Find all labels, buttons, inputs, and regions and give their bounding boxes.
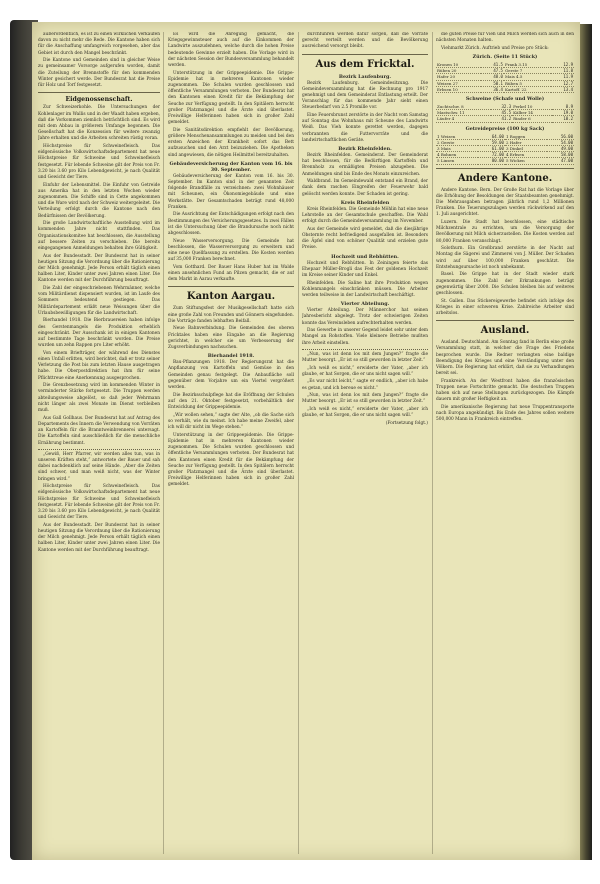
- table-cell: 3 Dinkel: [505, 146, 547, 152]
- serial-story-paragraph: „Nun, was ist denn los mit dem Jungen?“ fragte die Mutter besorgt. „Er ist so still geworden in letzter Zeit.“: [302, 393, 428, 405]
- article-paragraph: Gebäudeversicherung der Kanton vom 16. bis 30. September. Im Kanton sind in der genannten Zeit folgende Brandfälle zu verzeichnen: zwei Wohnhäuser mit Scheunen, ein Ökonomiegebäude und eine Werkstätte. Der Gesamtschaden beträgt rund 48,000 Franken.: [168, 173, 294, 210]
- article-paragraph: Es wird die Anregung gemacht, die Kriegsgewinnsteuer auch auf die Einkommen der Landwirte auszudehnen, welche durch die hohen Preise bedeutende Gewinne erzielt haben. Die Vorlage wird in der nächsten Session der Bundesversammlung behandelt werden.: [168, 32, 294, 69]
- table-cell: 59.00: [478, 139, 505, 145]
- table-title-getreide: Getreidepreise (100 kg Sack): [465, 125, 545, 132]
- table-cell: Erbsen 10: [436, 86, 481, 92]
- market-table-zurich: [436, 62, 574, 93]
- table-cell: 54.00: [547, 139, 574, 145]
- table-cell: Mais 4.5: [504, 74, 551, 80]
- article-paragraph: Zur Schweizerkohle. Die Untersuchungen der Kohlenlager im Wallis und in der Waadt haben ergeben, daß die Vorkommen ziemlich beträchtlich sind. Es wird mit dem Abbau in größerem Umfange begonnen. Die Gesellschaft hat die Konzession für weitere zwanzig Jahre erhalten und die Arbeiten schreiten rüstig voran.: [38, 105, 160, 142]
- article-paragraph: Ausland. Deutschland. Am Sonntag fand in Berlin eine große Versammlung statt, in welcher die Frage des Friedens besprochen wurde. Die Redner verlangten eine baldige Beendigung des Krieges und eine Verständigung unter den Völkern. Die Regierung hat erklärt, daß sie zu Verhandlungen bereit sei.: [436, 340, 574, 377]
- article-paragraph: Solothurn. Ein Großbrand zerstörte in der Nacht auf Montag die Sägerei und Zimmerei von J. Müller. Der Schaden wird auf über 100,000 Franken geschätzt. Die Entstehungsursache ist noch unbekannt.: [436, 246, 574, 270]
- article-paragraph: Viehmarkt Zürich. Auftrieb und Preise pro Stück:: [441, 45, 549, 51]
- table-cell: 41.2: [491, 116, 512, 122]
- table-cell: 50.1: [481, 80, 504, 86]
- divider: [436, 168, 574, 169]
- serial-story-paragraph: „Nun, was ist denn los mit dem Jungen?“ fragte die Mutter besorgt. „Er ist so still geworden in letzter Zeit.“: [302, 351, 428, 364]
- table-cell: Gerste 7: [504, 68, 551, 74]
- article-paragraph: durchführen werden dafür sorgen, daß die Vorräte gerecht verteilt werden und die Bevölkerung ausreichend versorgt bleibt.: [302, 32, 428, 50]
- serial-story-paragraph: „Ich weiß es nicht,“ erwiderte der Vater, „aber ich glaube, er hat Sorgen, die er uns nicht sagen will.“: [302, 365, 428, 377]
- section-heading-kanton-aargau: Kanton Aargau.: [186, 291, 276, 303]
- market-table-getreide: [436, 134, 574, 165]
- serial-story-paragraph: „Es war nicht leicht,“ sagte er endlich, „aber ich habe es getan, und ich bereue es nicht.“: [302, 379, 428, 391]
- article-paragraph: Höchstpreise für Schweinefleisch. Das eidgenössische Volkswirtschaftsdepartement hat neue Höchstpreise für Schweine und Schweinefleisch festgesetzt. Für lebende Schweine gilt der Preis von Fr. 3.20 bis 3.60 pro Kilo Lebendgewicht, je nach Qualität und Gewicht der Tiere.: [38, 484, 160, 521]
- subheading-bezirk-laufenburg: Bezirk Laufenburg.: [338, 73, 392, 80]
- table-cell: 1 Roggen: [505, 134, 547, 140]
- article-paragraph: Zum Stiftungsfest der Musikgesellschaft hatte sich eine große Zahl von Freunden und Gönnern eingefunden. Die Vorträge fanden lebhaften Beifall.: [168, 306, 294, 324]
- article-paragraph: Hochzeit und Rebhütten. In Zeiningen feierte das Ehepaar Müller-Brogli das Fest der goldenen Hochzeit im Kreise seiner Kinder und Enkel.: [302, 260, 428, 279]
- table-cell: 64.00: [478, 134, 505, 140]
- article-paragraph: Die Ausrichtung der Entschädigungen erfolgt nach den Bestimmungen des Versicherungsgesetzes. In zwei Fällen ist die Untersuchung über die Brandursache noch nicht abgeschlossen.: [168, 212, 294, 237]
- table-cell: 47.5: [481, 68, 504, 74]
- table-cell: 32.3: [491, 104, 512, 110]
- table-cell: Läufer 4: [436, 116, 491, 122]
- subheading-kreis-rheinfelden: Kreis Rheinfelden: [340, 199, 390, 206]
- table-cell: 49.00: [547, 146, 574, 152]
- table-row: [436, 116, 574, 122]
- article-paragraph: Rheinfelden. Die Saline hat ihre Produktion wegen Kohlenmangels einschränken müssen. Die Arbeiter werden teilweise in der Landwirtschaft beschäftigt.: [302, 280, 428, 299]
- article-paragraph: die guten Preise für Vieh und Milch werden sich auch in den nächsten Monaten halten.: [436, 32, 574, 44]
- section-heading-andere-kantone: Andere Kantone.: [457, 172, 553, 184]
- article-paragraph: Vierter Abteilung. Der Männerchor hat seinen Jahresbericht abgelegt. Trotz der schwierigen Zeiten konnte das Vereinsleben aufrechterhalten werden.: [302, 308, 428, 326]
- divider: [436, 320, 574, 321]
- article-paragraph: Das Gewerbe in unserer Gegend leidet sehr unter dem Mangel an Rohstoffen. Viele kleinere Betriebe mußten ihre Arbeit einstellen.: [302, 328, 428, 346]
- article-paragraph: Die Kantone und Gemeinden sind in gleicher Weise zu gemeinsamer Vorsorge aufgerufen worden, damit die Zuteilung der Brennstoffe für den kommenden Winter gesichert werde. Der Bundesrat hat die Preise für Holz und Torf festgesetzt.: [38, 58, 160, 89]
- table-cell: 48.0: [481, 74, 504, 80]
- serial-story-paragraph: „Ich weiß es nicht,“ erwiderte der Vater, „aber ich glaube, er hat Sorgen, die er uns nicht sagen will.“: [302, 407, 428, 419]
- table-cell: 72.00: [478, 152, 505, 158]
- table-cell: 3 Mais: [436, 146, 478, 152]
- table-cell: 5 Linsen: [436, 158, 478, 164]
- article-paragraph: Bierhandel 1918. Die Bierbrauereien haben infolge des Gerstenmangels die Produktion erheblich eingeschränkt. Der Ausschank ist in einigen Kantonen auf bestimmte Tage beschränkt worden. Die Preise wurden um zehn Rappen pro Liter erhöht.: [38, 318, 160, 349]
- divider: [302, 349, 428, 350]
- serial-story-paragraph: „Gewiß, Herr Pfarrer, wir werden alles tun, was in unseren Kräften steht,“ antwortete der Bauer und sah dabei nachdenklich auf seine Hände. „Aber die Zeiten sind schwer, und man weiß nicht, was der Winter bringen wird.“: [38, 451, 160, 482]
- article-paragraph: Aus der Bundesstadt. Der Bundesrat hat in seiner heutigen Sitzung die Verordnung über die Rationierung der Milch genehmigt. Jede Person erhält täglich einen halben Liter, Kinder unter zwei Jahren einen Liter. Die Kantone werden mit der Durchführung beauftragt.: [38, 522, 160, 553]
- article-paragraph: Neue Wasserversorgung. Die Gemeinde hat beschlossen, die Wasserversorgung zu erweitern und eine neue Quellfassung zu erstellen. Die Kosten werden auf 35,000 Franken berechnet.: [168, 238, 294, 263]
- table-cell: 56.00: [547, 134, 574, 140]
- subheading-bezirk-rheinfelden: Bezirk Rheinfelden.: [338, 146, 392, 153]
- divider: [38, 449, 160, 450]
- article-paragraph: Luzern. Die Stadt hat beschlossen, eine städtische Milchzentrale zu errichten, um die Versorgung der Bevölkerung mit Milch sicherzustellen. Die Kosten werden auf 80,000 Franken veranschlagt.: [436, 220, 574, 244]
- table-cell: 12.9: [551, 62, 574, 68]
- column-4: [436, 32, 574, 854]
- article-paragraph: Andere Kantone. Bern. Der Große Rat hat die Vorlage über die Erhöhung der Besoldungen der Staatsbeamten genehmigt. Die Mehrausgaben betragen jährlich rund 1,2 Millionen Franken. Die Teuerungszulagen werden rückwirkend auf den 1. Juli ausgerichtet.: [436, 187, 574, 218]
- article-paragraph: Die große Landwirtschaftliche Ausstellung wird im kommenden Jahre nicht stattfinden. Das Organisationskomitee hat beschlossen, die Ausstellung auf bessere Zeiten zu verschieben. Die bereits eingegangenen Anmeldungen behalten ihre Gültigkeit.: [38, 221, 160, 252]
- table-cell: Hafer 20: [436, 74, 481, 80]
- table-cell: 11.8: [551, 68, 574, 74]
- article-paragraph: Neue Bahnverbindung. Die Gemeinden des oberen Fricktales haben eine Eingabe an die Regierung gerichtet, in welcher sie um Verbesserung der Zugsverbindungen nachsuchen.: [168, 326, 294, 351]
- subheading-gebaeudeversicherung: Gebäudeversicherung der Kanton vom 16. bis 30. September.: [169, 160, 293, 173]
- article-paragraph: Die Sanitätsdirektion empfiehlt der Bevölkerung, größere Menschenansammlungen zu meiden und bei den ersten Anzeichen der Krankheit sofort das Bett aufzusuchen und den Arzt beizuziehen. Die Apotheken sind angewiesen, die nötigen Heilmittel bereitzuhalten.: [168, 127, 294, 158]
- table-cell: 2 Hafer: [505, 139, 547, 145]
- column-3: [302, 32, 428, 854]
- article-paragraph: Die Zahl der eingeschriebenen Wehrmänner, welche vom Militärdienst dispensiert wurden, ist im Laufe des Sommers bedeutend gestiegen. Das Militärdepartement erläßt neue Weisungen über die Urlaubsbewilligungen für die Landwirtschaft.: [38, 286, 160, 316]
- article-paragraph: Die amerikanische Regierung hat neue Truppentransporte nach Europa angekündigt. Bis Ende des Jahres sollen weitere 500,000 Mann in Frankreich eintreffen.: [436, 405, 574, 423]
- section-heading-eidgenossenschaft: Eidgenossenschaft.: [65, 96, 133, 104]
- article-paragraph: Eine Feuersbrunst zerstörte in der Nacht vom Samstag auf Sonntag das Wohnhaus mit Scheune des Landwirts Weiß. Das Vieh konnte gerettet werden, dagegen verbrannten die Futtervorräte und die landwirtschaftlichen Geräte.: [302, 113, 428, 143]
- article-paragraph: Aus der Gemeinde wird gemeldet, daß die diesjährige Obsternte recht befriedigend ausgefallen ist. Besonders die Äpfel sind von schöner Qualität und erzielen gute Preise.: [302, 226, 428, 251]
- table-cell: 36.4: [481, 86, 504, 92]
- divider: [302, 54, 428, 55]
- table-cell: 8.9: [552, 104, 574, 110]
- article-paragraph: Waldbrand. Im Gemeindewald entstand ein Brand, der dank dem raschen Eingreifen der Feuerwehr bald gelöscht werden konnte. Der Schaden ist gering.: [302, 179, 428, 197]
- article-paragraph: Aus Gall Gollhaus. Der Bundesrat hat auf Antrag des Departements des Innern die Verwendung von Vorräten an Kartoffeln für die Branntweinbrennerei untersagt. Die Kartoffeln sind ausschließlich für die menschliche Ernährung bestimmt.: [38, 415, 160, 446]
- serial-story-footer: (Fortsetzung folgt.): [385, 420, 428, 426]
- table-cell: 5 Wicken: [505, 158, 547, 164]
- table-cell: 11.9: [551, 74, 574, 80]
- article-paragraph: außerordentlich, es ist zu einen wirklichen Verkaufen davon zu nicht mehr die Rede. Die Kantone haben sich für die Anschaffung umfangreich vorgesehen, aber das Gebiet ist durch den Mangel beschränkt.: [38, 32, 160, 56]
- table-cell: Weizen 27: [436, 80, 481, 86]
- table-title-schweine: Schweine (Schafe und Wolle): [465, 96, 545, 103]
- table-cell: 4 Erbsen: [505, 152, 547, 158]
- article-paragraph: Bezirk Laufenburg. Gemeindesitzung. Die Gemeindeversammlung hat die Rechnung pro 1917 genehmigt und dem Gemeinderat Entlastung erteilt. Der Voranschlag für das kommende Jahr sieht einen Steuerbedarf von 2.5 Promille vor.: [302, 80, 428, 111]
- table-title-zurich: Zürich. (Seite 11 Stück): [472, 54, 538, 60]
- table-cell: 13.4: [551, 86, 574, 92]
- column-separator: [432, 32, 433, 854]
- serial-story-paragraph: „Wir wollen sehen,“ sagte der Alte, „ob die Sache sich so verhält, wie du meinst. Ich habe meine Zweifel, aber ich will dir nicht im Wege stehen.“: [168, 412, 294, 431]
- newspaper-page: [32, 22, 580, 860]
- book-binding-right: [578, 24, 592, 860]
- divider: [38, 92, 160, 93]
- column-1: [38, 32, 160, 854]
- table-cell: 45.5: [491, 110, 512, 116]
- table-cell: Rüben 20: [436, 68, 481, 74]
- subheading-bierhandel: Bierhandel 1918.: [207, 353, 255, 360]
- article-paragraph: Frankreich. An der Westfront haben die französischen Truppen neue Fortschritte gemacht. Die deutschen Truppen haben sich auf neue Stellungen zurückgezogen. Die Kämpfe dauern mit großer Heftigkeit an.: [436, 378, 574, 403]
- section-heading-aus-dem-fricktal: Aus dem Fricktal.: [315, 58, 415, 70]
- table-cell: 4 Bohnen: [436, 152, 478, 158]
- table-cell: 80.00: [478, 158, 505, 164]
- article-paragraph: Bezirk Rheinfelden. Gemeinderat. Der Gemeinderat hat beschlossen, für die Bedürftigen Kartoffeln und Brennholz zu ermäßigten Preisen abzugeben. Die Anmeldungen sind bis Ende des Monats einzureichen.: [302, 153, 428, 177]
- table-cell: 12.7: [551, 80, 574, 86]
- market-table-schweine: [436, 104, 574, 123]
- table-cell: 10.2: [552, 116, 574, 122]
- table-cell: 58.00: [547, 152, 574, 158]
- column-2: [168, 32, 294, 854]
- article-paragraph: Einfuhr der Lebensmittel. Die Einfuhr von Getreide aus Amerika hat in den letzten Wochen wieder zugenommen. Die Schiffe sind in Cette angekommen und die Ware wird nach der Schweiz weitergeleitet. Die Verteilung erfolgt durch die Kantone nach den Bedürfnissen der Bevölkerung.: [38, 182, 160, 219]
- article-paragraph: Kreis Rheinfelden. Die Gemeinde Möhlin hat eine neue Lehrstelle an der Gesamtschule geschaffen. Die Wahl erfolgt durch die Gemeindeversammlung im November.: [302, 206, 428, 225]
- table-cell: Kronen 10: [436, 62, 481, 68]
- article-paragraph: Unterstützung in der Grippeepidemie. Die Grippe-Epidemie hat in mehreren Kantonen wieder zugenommen. Die Schulen wurden geschlossen und öffentliche Versammlungen verboten. Der Bundesrat hat den Kantonen einen Kredit für die Bekämpfung der Seuche zur Verfügung gestellt. In den Spitälern herrscht großer Platzmangel und die Ärzte sind überlastet. Freiwillige Helferinnen haben sich in großer Zahl gemeldet.: [168, 432, 294, 488]
- subheading-hochzeit: Hochzeit und Rebhütten.: [331, 253, 399, 260]
- table-row: [436, 86, 574, 92]
- table-cell: 41.5: [481, 62, 504, 68]
- column-separator: [163, 32, 164, 854]
- table-cell: Kälber 14: [512, 110, 552, 116]
- article-paragraph: Basel. Die Grippe hat in der Stadt wieder stark zugenommen. Die Zahl der Erkrankungen beträgt gegenwärtig über 2000. Die Schulen bleiben bis auf weiteres geschlossen.: [436, 272, 574, 297]
- article-paragraph: Bau-Pflanzungen 1918. Der Regierungsrat hat die Anpflanzung von Kartoffeln und Gemüse in den Gemeinden genau festgelegt. Die Anbaufläche soll gegenüber dem Vorjahre um ein Viertel vergrößert werden.: [168, 360, 294, 391]
- divider: [168, 286, 294, 287]
- article-paragraph: Höchstpreise für Schweinefleisch. Das eidgenössische Volkswirtschaftsdepartement hat neue Höchstpreise für Schweine und Schweinefleisch festgesetzt. Für lebende Schweine gilt der Preis von Fr. 3.20 bis 3.60 pro Kilo Lebendgewicht, je nach Qualität und Gewicht der Tiere.: [38, 144, 160, 181]
- table-cell: 2 Gerste: [436, 139, 478, 145]
- table-cell: Mastschw. 11: [436, 110, 491, 116]
- article-paragraph: Vom Gotthard. Der Bauer Hans Huber hat im Walde einen ansehnlichen Fund an Pilzen gemacht, die er auf dem Markt in Aarau verkaufte.: [168, 264, 294, 283]
- table-cell: Rüben 5: [504, 80, 551, 86]
- table-cell: 1 Weizen: [436, 134, 478, 140]
- table-row: [436, 158, 574, 164]
- table-cell: 47.00: [547, 158, 574, 164]
- table-cell: Ferkel 10: [512, 104, 552, 110]
- article-paragraph: Die Grenzbesetzung wird im kommenden Winter in verminderter Stärke fortgesetzt. Die Truppen werden abteilungsweise abgelöst, so daß jeder Wehrmann nicht länger als zwei Monate im Dienst verbleiben muß.: [38, 383, 160, 414]
- article-paragraph: Die Bezirksschulpflege hat die Eröffnung der Schulen auf den 21. Oktober festgesetzt, vorbehältlich der Entwicklung der Grippeepidemie.: [168, 392, 294, 411]
- section-heading-ausland: Ausland.: [480, 325, 530, 337]
- table-cell: 61.00: [478, 146, 505, 152]
- table-cell: 19.0: [552, 110, 574, 116]
- subheading-vierte-abteilung: Vierter Abteilung.: [340, 301, 390, 308]
- table-cell: Zuchtschw. 8: [436, 104, 491, 110]
- table-cell: Rinder 6: [512, 116, 552, 122]
- column-separator: [298, 32, 299, 854]
- article-paragraph: Von einem Briefträger, der während des Dienstes einen Unfall erlitten, wird berichtet, daß er trotz seiner Verletzung die Post bis zum letzten Hause ausgetragen habe. Die Oberpostdirektion hat ihm für seine Pflichttreue eine Anerkennung ausgesprochen.: [38, 350, 160, 381]
- article-paragraph: Aus der Bundesstadt. Der Bundesrat hat in seiner heutigen Sitzung die Verordnung über die Rationierung der Milch genehmigt. Jede Person erhält täglich einen halben Liter, Kinder unter zwei Jahren einen Liter. Die Kantone werden mit der Durchführung beauftragt.: [38, 253, 160, 284]
- article-paragraph: Unterstützung in der Grippeepidemie. Die Grippe-Epidemie hat in mehreren Kantonen wieder zugenommen. Die Schulen wurden geschlossen und öffentliche Versammlungen verboten. Der Bundesrat hat den Kantonen einen Kredit für die Bekämpfung der Seuche zur Verfügung gestellt. In den Spitälern herrscht großer Platzmangel und die Ärzte sind überlastet. Freiwillige Helferinnen haben sich in großer Zahl gemeldet.: [168, 70, 294, 126]
- table-cell: Frank 3.15: [504, 62, 551, 68]
- article-paragraph: St. Gallen. Das Stickereigewerbe befindet sich infolge des Krieges in einer schweren Krise. Zahlreiche Arbeiter sind arbeitslos.: [436, 298, 574, 317]
- table-cell: Kartoff. 22: [504, 86, 551, 92]
